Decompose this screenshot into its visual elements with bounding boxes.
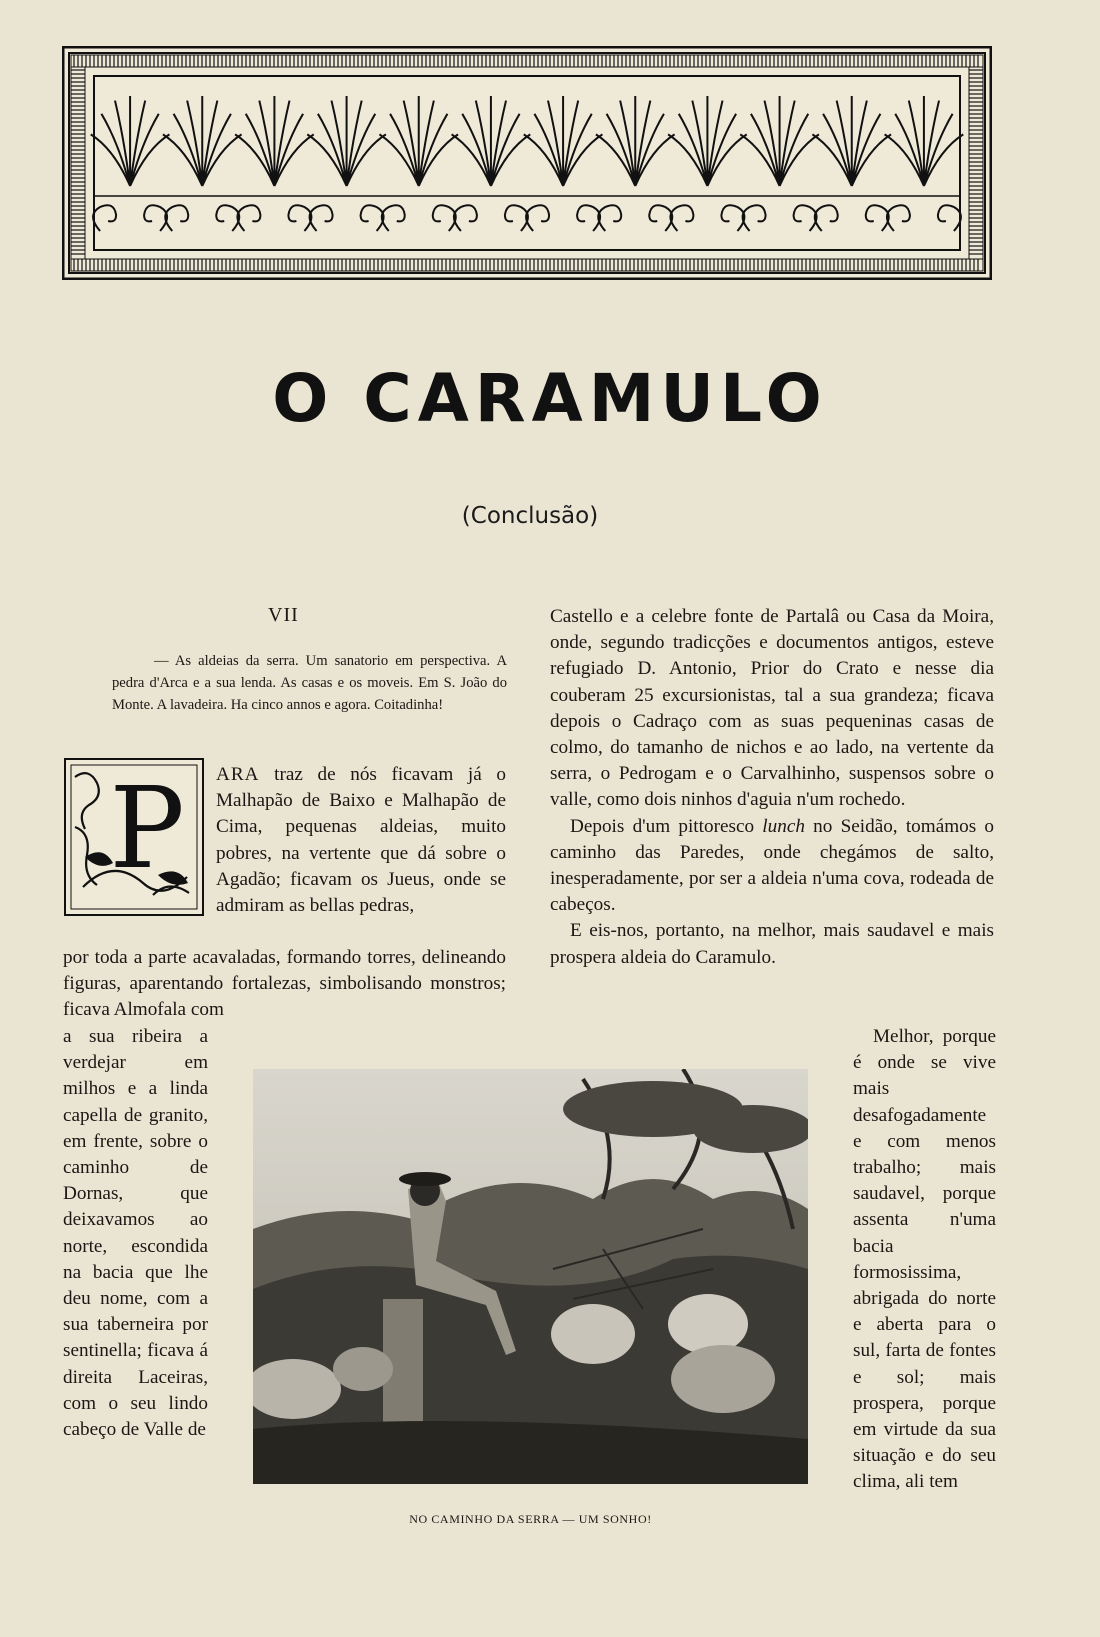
paragraph [550, 814, 994, 919]
section-summary: — As aldeias da serra. Um sanatorio em perspectiva. A pedra d'Arca e a sua lenda. As casas e os moveis. Em S. João do Monte. A lavadeira. Ha cinco annos e agora. Coitadinha! [112, 653, 507, 713]
paragraph-text: Depois d'um pittoresco [570, 815, 755, 837]
italic-word: lunch [762, 815, 805, 837]
palmette-frieze-icon [62, 46, 992, 280]
intro-small-caps: ARA [216, 764, 260, 785]
shepherd-with-sheep-photo-icon [253, 1069, 808, 1484]
photograph [253, 1069, 808, 1484]
photo-caption: NO CAMINHO DA SERRA — UM SONHO! [409, 1512, 652, 1526]
left-column-narrow: a sua ribeira a verdejar em milhos e a linda capella de granito, em frente, sobre o caminho de Dornas, que deixavamos ao norte, escondida na bacia que lhe deu nome, com a sua taberneira por sentinella; ficava á direita Laceiras, com o seu lindo cabeço de Valle de [63, 1026, 208, 1441]
paragraph: Melhor, porque é onde se vive mais desafogadamente e com menos trabalho; mais saudavel, porque assenta n'uma bacia formosissima, abrigada do norte e aberta para o sul, farta de fontes e sol; mais prospera, porque em virtude da sua situação e do seu clima, ali tem [853, 1026, 996, 1493]
ornamental-initial-icon [63, 757, 205, 917]
right-column-narrow [853, 1024, 996, 1496]
paragraph: Castello e a celebre fonte de Partalâ ou Casa da Moira, onde, segundo tradicções e documentos antigos, esteve refugiado D. Antonio, Prior do Crato e nesse dia couberam 25 excursionistas, tal a sua grandeza; ficava depois o Cadraço com as suas pequeninas casas de colmo, do tamanho de nichos e ao lado, na vertente da serra, o Pedrogam e o Carvalhinho, suspensos sobre o valle, como dois ninhos d'aguia n'um rochedo. [550, 606, 994, 811]
paragraph-text: no Seidão, tomámos o caminho das Paredes, onde chegámos de salto, inesperadamente, por ser a aldeia n'uma cova, rodeada de cabeços. [550, 815, 995, 916]
page-subtitle: (Conclusão) [461, 503, 599, 529]
page-title: O CARAMULO [272, 360, 828, 437]
left-column-intro [216, 762, 506, 919]
left-column-wide: por toda a parte acavaladas, formando torres, delineando figuras, aparentando fortalezas, simbolisando monstros; ficava Almofala com [63, 947, 506, 1021]
paragraph: E eis-nos, portanto, na melhor, mais saudavel e mais prospera aldeia do Caramulo. [550, 920, 994, 968]
right-column [550, 604, 994, 971]
intro-text: traz de nós ficavam já o Malhapão de Baixo e Malhapão de Cima, pequenas aldeias, muito pobres, na vertente que dá sobre o Agadão; ficavam os Jueus, onde se admiram as bellas pedras, [216, 764, 506, 917]
section-number: VII [268, 604, 299, 626]
drop-cap [63, 757, 205, 917]
ornamental-header-border [62, 46, 992, 280]
drop-cap-letter: P [109, 764, 185, 894]
